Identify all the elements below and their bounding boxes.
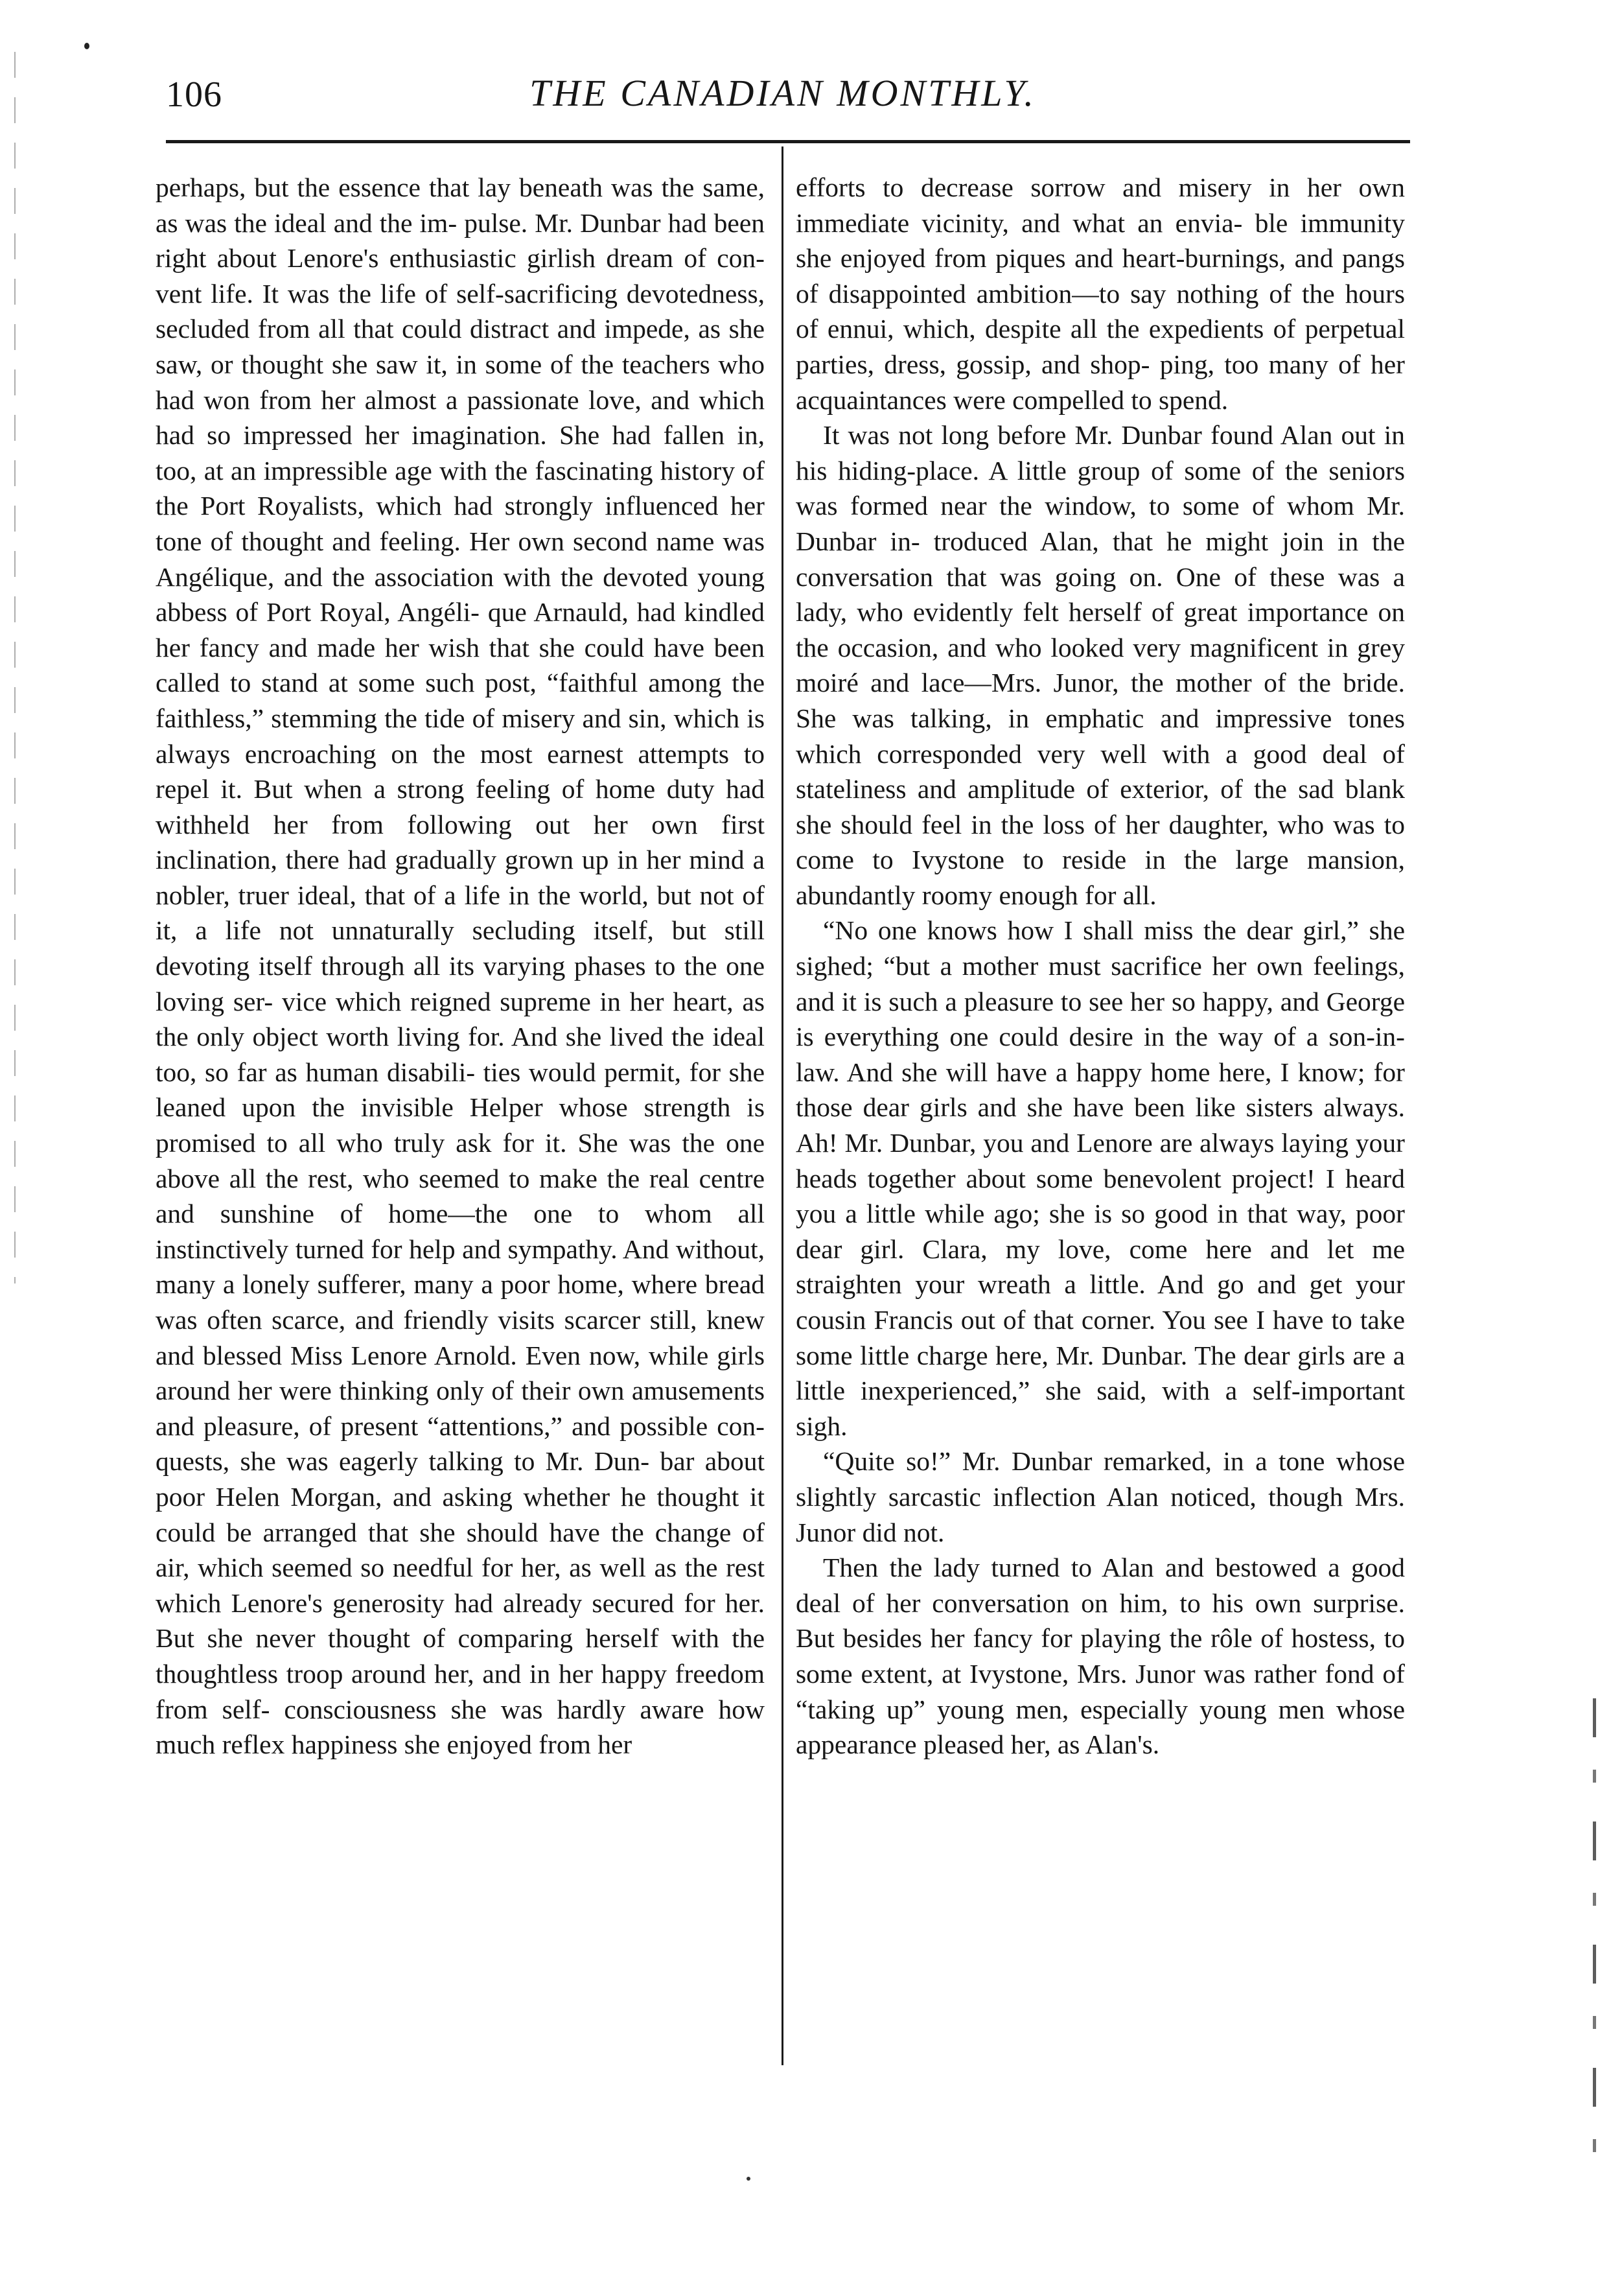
left-column	[156, 170, 765, 1763]
paragraph: “Quite so!” Mr. Dunbar remarked, in a tone whose slightly sarcastic inflection Alan noticed, though Mrs. Junor did not.	[796, 1446, 1405, 1547]
column-divider	[782, 146, 783, 2065]
right-column	[796, 170, 1405, 1763]
paragraph: Then the lady turned to Alan and bestowed a good deal of her conversation on him, to his own surprise. But besides her fancy for playing the rôle of hostess, to some extent, at Ivystone, Mrs. Junor was rather fond of “taking up” young men, especially young men whose appearance pleased her, as Alan's.	[796, 1552, 1405, 1760]
running-title: THE CANADIAN MONTHLY.	[529, 72, 1036, 114]
page-number: 106	[166, 75, 222, 115]
scan-speck-bottom	[747, 2177, 750, 2181]
paragraph: efforts to decrease sorrow and misery in her own immediate vicinity, and what an envia- ble immunity she enjoyed from piques and heart-burnings, and pangs of disappointed ambition—to say nothing of the hours of ennui, which, despite all the expedients of perpetual parties, dress, gossip, and shop- ping, too many of her acquaintances were compelled to spend.	[796, 172, 1405, 415]
paragraph: perhaps, but the essence that lay beneath was the same, as was the ideal and the im- pulse. Mr. Dunbar had been right about Lenore's enthusiastic girlish dream of con- vent life. It was the life of self-sacrificing devotedness, secluded from all that could distract and impede, as she saw, or thought she saw it, in some of the teachers who had won from her almost a passionate love, and which had so impressed her imagination. She had fallen in, too, at an impressible age with the fascinating history of the Port Royalists, which had strongly influenced her tone of thought and feeling. Her own second name was Angélique, and the association with the devoted young abbess of Port Royal, Angéli- que Arnauld, had kindled her fancy and made her wish that she could have been called to stand at some such post, “faithful among the faithless,” stemming the tide of misery and sin, which is always encroaching on the most earnest attempts to repel it. But when a strong feeling of home duty had withheld her from following out her own first inclination, there had gradually grown up in her mind a nobler, truer ideal, that of a life in the world, but not of it, a life not unnaturally secluding itself, but still devoting itself through all its varying phases to the one loving ser- vice which reigned supreme in her heart, as the only object worth living for. And she lived the ideal too, so far as human disabili- ties would permit, for she leaned upon the invisible Helper whose strength is promised to all who truly ask for it. She was the one above all the rest, who seemed to make the real centre and sunshine of home—the one to whom all instinctively turned for help and sympathy. And without, many a lonely sufferer, many a poor home, where bread was often scarce, and friendly visits scarcer still, knew and blessed Miss Lenore Arnold. Even now, while girls around her were thinking only of their own amusements and pleasure, of present “attentions,” and possible con- quests, she was eagerly talking to Mr. Dun- bar about poor Helen Morgan, and asking whether he thought it could be arranged that she should have the change of air, which seemed so needful for her, as well as the rest which Lenore's generosity had already secured for her. But she never thought of comparing herself with the thoughtless troop around her, and in her happy freedom from self- consciousness she was hardly aware how much reflex happiness she enjoyed from her	[156, 172, 765, 1760]
paragraph: “No one knows how I shall miss the dear girl,” she sighed; “but a mother must sacrifice her own feelings, and it is such a pleasure to see her so happy, and George is everything one could desire in the way of a son-in-law. And she will have a happy home here, I know; for those dear girls and she have been like sisters always. Ah! Mr. Dunbar, you and Lenore are always laying your heads together about some benevolent project! I heard you a little while ago; she is so good in that way, poor dear girl. Clara, my love, come here and let me straighten your wreath a little. And go and get your cousin Francis out of that corner. You see I have to take some little charge here, Mr. Dunbar. The dear girls are a little inexperienced,” she said, with a self-important sigh.	[796, 915, 1405, 1441]
page-header	[153, 62, 1413, 134]
scan-edge-shadow	[14, 52, 16, 1283]
header-rule	[166, 140, 1410, 143]
paragraph: It was not long before Mr. Dunbar found Alan out in his hiding-place. A little group of some of the seniors was formed near the window, to some of whom Mr. Dunbar in- troduced Alan, that he might join in the conversation that was going on. One of these was a lady, who evidently felt herself of great importance on the occasion, and who looked very magnificent in grey moiré and lace—Mrs. Junor, the mother of the bride. She was talking, in emphatic and impressive tones which corresponded very well with a good deal of stateliness and amplitude of exterior, of the sad blank she should feel in the loss of her daughter, who was to come to Ivystone to reside in the large mansion, abundantly roomy enough for all.	[796, 420, 1405, 910]
scan-speck	[84, 43, 89, 49]
scan-edge-shadow-right	[1593, 1698, 1596, 2152]
